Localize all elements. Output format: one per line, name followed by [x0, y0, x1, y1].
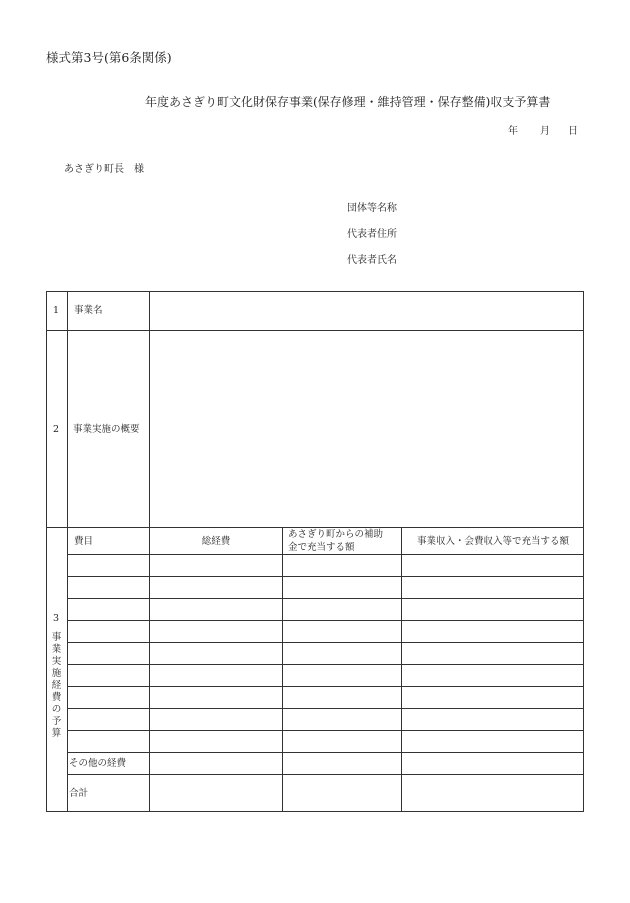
other-expenses-label: その他の経費	[69, 758, 127, 769]
row-3-number: 3	[52, 613, 60, 624]
project-name-field[interactable]	[150, 292, 583, 330]
total-label: 合計	[69, 788, 89, 799]
header-total-cost: 総経費	[201, 536, 231, 547]
document-title: 年度あさぎり町文化財保存事業(保存修理・維持管理・保存整備)収支予算書	[145, 95, 551, 109]
addressee: あさぎり町長 様	[64, 164, 144, 175]
date-year-label: 年	[508, 126, 518, 137]
header-town-subsidy-line1: あさぎり町からの補助	[288, 529, 384, 540]
organization-name-label: 団体等名称	[347, 203, 397, 214]
project-overview-field[interactable]	[150, 331, 583, 527]
project-overview-label: 事業実施の概要	[73, 424, 140, 435]
row-1-number: 1	[52, 305, 60, 316]
form-number: 様式第3号(第6条関係)	[46, 50, 172, 65]
header-expense-item: 費目	[74, 536, 94, 547]
header-project-income: 事業収入・会費収入等で充当する額	[416, 536, 569, 547]
date-month-label: 月	[540, 126, 550, 137]
date-day-label: 日	[568, 126, 578, 137]
representative-name-label: 代表者氏名	[347, 255, 397, 266]
representative-address-label: 代表者住所	[347, 229, 397, 240]
budget-table	[46, 291, 584, 812]
header-town-subsidy-line2: 金で充当する額	[288, 542, 355, 553]
row-2-number: 2	[52, 424, 60, 435]
project-name-label: 事業名	[74, 305, 103, 316]
budget-section-vertical-label: 事 業 実 施 経 費 の 予 算	[51, 632, 62, 739]
